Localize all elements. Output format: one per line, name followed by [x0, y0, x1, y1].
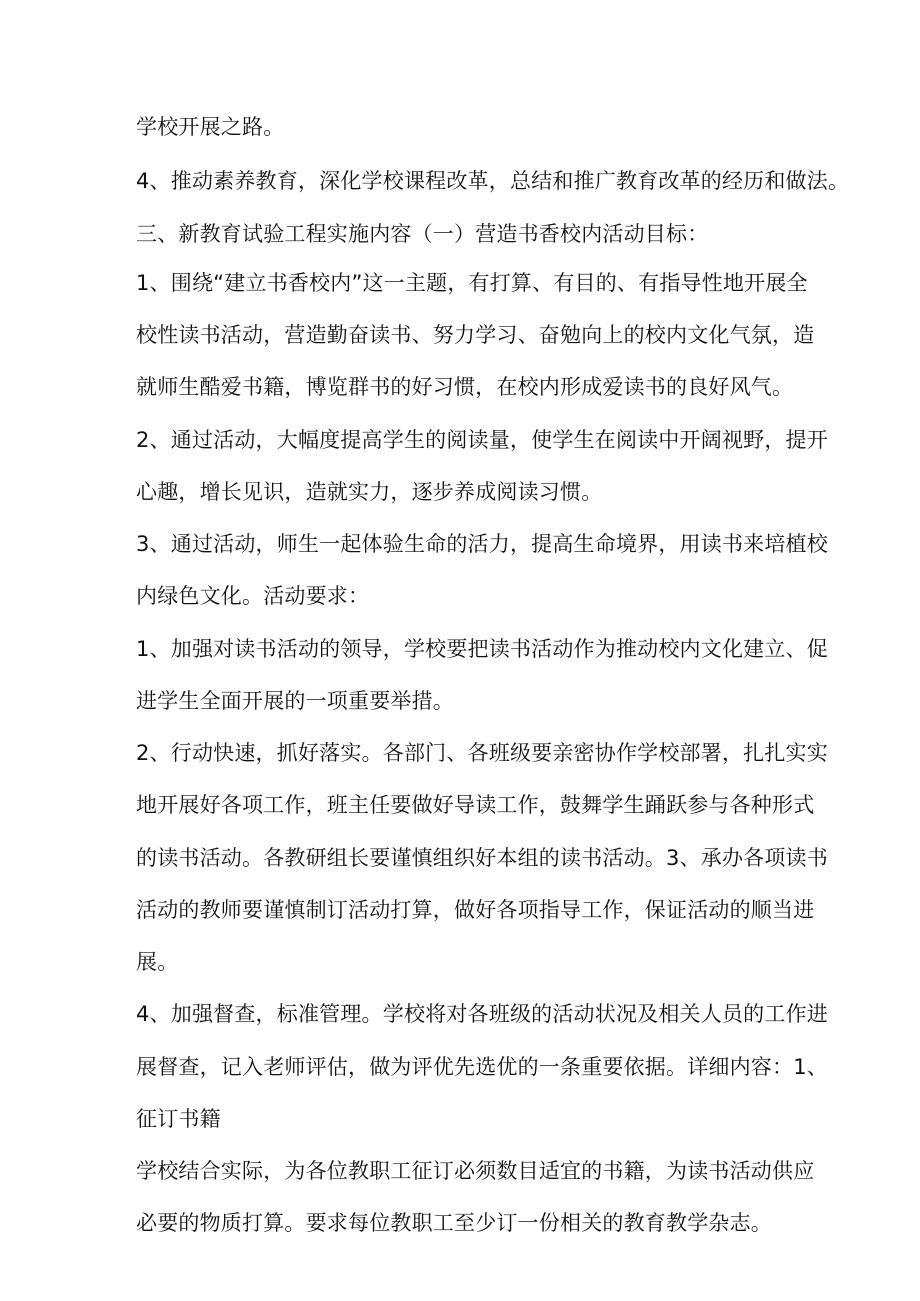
text-line: 三、新教育试验工程实施内容（一）营造书香校内活动目标：: [136, 222, 709, 246]
text-line: 4、推动素养教育，深化学校课程改革，总结和推广教育改革的经历和做法。: [136, 169, 850, 193]
text-line: 心趣，增长见识，造就实力，逐步养成阅读习惯。: [136, 480, 603, 504]
text-line: 学校结合实际，为各位教职工征订必须数目适宜的书籍，为读书活动供应: [136, 1159, 815, 1183]
text-line: 征订书籍: [136, 1107, 221, 1131]
text-line: 校性读书活动，营造勤奋读书、努力学习、奋勉向上的校内文化气氛，造: [136, 323, 815, 347]
text-line: 展。: [136, 950, 179, 974]
text-line: 展督查，记入老师评估，做为评优先选优的一条重要依据。详细内容：1、: [136, 1055, 828, 1079]
text-line: 活动的教师要谨慎制订活动打算，做好各项指导工作，保证活动的顺当进: [136, 898, 815, 922]
text-line: 地开展好各项工作，班主任要做好导读工作，鼓舞学生踊跃参与各种形式: [136, 793, 815, 817]
text-line: 3、通过活动，师生一起体验生命的活力，提高生命境界，用读书来培植校: [136, 532, 828, 556]
text-line: 1、加强对读书活动的领导，学校要把读书活动作为推动校内文化建立、促: [136, 637, 828, 661]
text-line: 必要的物质打算。要求每位教职工至少订一份相关的教育教学杂志。: [136, 1211, 772, 1235]
text-line: 4、加强督查，标准管理。学校将对各班级的活动状况及相关人员的工作进: [136, 1002, 828, 1026]
text-line: 进学生全面开展的一项重要举措。: [136, 689, 454, 713]
text-line: 内绿色文化。活动要求：: [136, 584, 370, 608]
text-line: 1、围绕“建立书香校内”这一主题，有打算、有目的、有指导性地开展全: [136, 271, 808, 295]
text-line: 2、通过活动，大幅度提高学生的阅读量，使学生在阅读中开阔视野，提开: [136, 428, 828, 452]
text-line: 2、行动快速，抓好落实。各部门、各班级要亲密协作学校部署，扎扎实实: [136, 741, 828, 765]
text-line: 学校开展之路。: [136, 115, 285, 139]
text-line: 就师生酷爱书籍，博览群书的好习惯，在校内形成爱读书的良好风气。: [136, 375, 794, 399]
text-line: 的读书活动。各教研组长要谨慎组织好本组的读书活动。3、承办各项读书: [136, 846, 828, 870]
